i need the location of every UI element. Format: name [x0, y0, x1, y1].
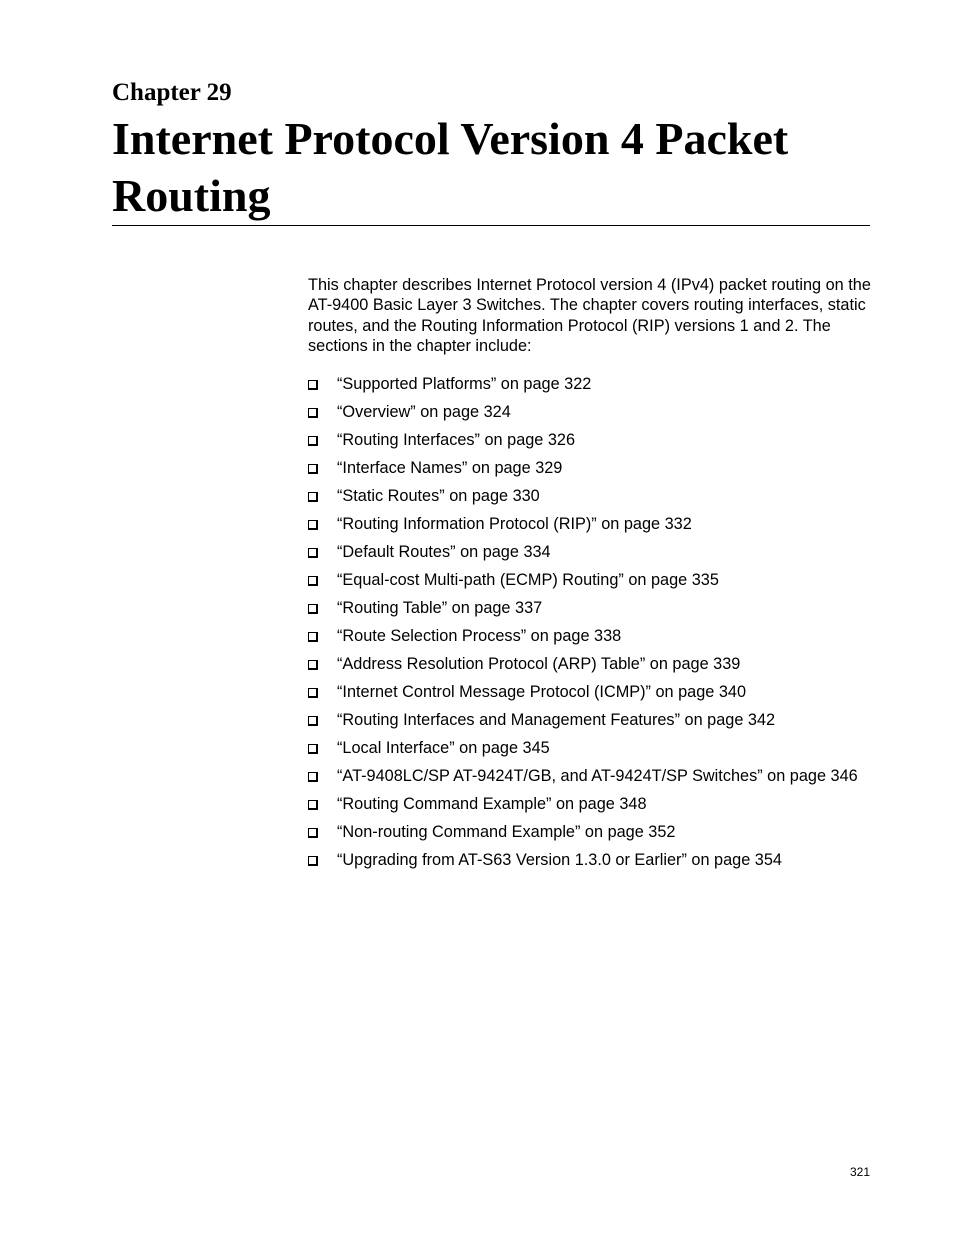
section-list	[308, 374, 868, 878]
checkbox-bullet-icon	[308, 464, 318, 474]
checkbox-bullet-icon	[308, 436, 318, 446]
checkbox-bullet-icon	[308, 716, 318, 726]
checkbox-bullet-icon	[308, 800, 318, 810]
section-link[interactable]: “Route Selection Process” on page 338	[337, 627, 622, 645]
checkbox-bullet-icon	[308, 576, 318, 586]
checkbox-bullet-icon	[308, 520, 318, 530]
list-item	[308, 598, 868, 618]
section-link[interactable]: “Static Routes” on page 330	[337, 487, 540, 505]
checkbox-bullet-icon	[308, 856, 318, 866]
checkbox-bullet-icon	[308, 744, 318, 754]
section-link[interactable]: “Routing Interfaces” on page 326	[337, 431, 576, 449]
section-link[interactable]: “Supported Platforms” on page 322	[337, 375, 592, 393]
section-link[interactable]: “Address Resolution Protocol (ARP) Table” on page 339	[337, 655, 741, 673]
section-link[interactable]: “Routing Command Example” on page 348	[337, 795, 647, 813]
section-link[interactable]: “Upgrading from AT-S63 Version 1.3.0 or Earlier” on page 354	[337, 851, 782, 869]
list-item	[308, 402, 868, 422]
section-link[interactable]: “Internet Control Message Protocol (ICMP)” on page 340	[337, 683, 747, 701]
list-item	[308, 794, 868, 814]
section-link[interactable]: “AT-9408LC/SP AT-9424T/GB, and AT-9424T/SP Switches” on page 346	[337, 767, 858, 785]
checkbox-bullet-icon	[308, 380, 318, 390]
intro-paragraph: This chapter describes Internet Protocol version 4 (IPv4) packet routing on the AT-9400 Basic Layer 3 Switches. The chapter covers routing interfaces, static routes, and the Routing Information Protocol (RIP) versions 1 and 2. The sections in the chapter include:	[308, 276, 871, 355]
title-divider	[112, 225, 870, 226]
checkbox-bullet-icon	[308, 548, 318, 558]
list-item	[308, 850, 868, 870]
section-link[interactable]: “Equal-cost Multi-path (ECMP) Routing” on page 335	[337, 571, 719, 589]
checkbox-bullet-icon	[308, 408, 318, 418]
section-link[interactable]: “Routing Information Protocol (RIP)” on page 332	[337, 515, 692, 533]
section-link[interactable]: “Default Routes” on page 334	[337, 543, 551, 561]
list-item	[308, 710, 868, 730]
checkbox-bullet-icon	[308, 660, 318, 670]
list-item	[308, 430, 868, 450]
list-item	[308, 374, 868, 394]
list-item	[308, 682, 868, 702]
list-item	[308, 458, 868, 478]
list-item	[308, 738, 868, 758]
section-link[interactable]: “Routing Interfaces and Management Features” on page 342	[337, 711, 776, 729]
checkbox-bullet-icon	[308, 772, 318, 782]
list-item	[308, 822, 868, 842]
section-link[interactable]: “Overview” on page 324	[337, 403, 511, 421]
chapter-title: Internet Protocol Version 4 Packet Routing	[112, 113, 789, 221]
checkbox-bullet-icon	[308, 492, 318, 502]
checkbox-bullet-icon	[308, 828, 318, 838]
checkbox-bullet-icon	[308, 688, 318, 698]
section-link[interactable]: “Non-routing Command Example” on page 352	[337, 823, 676, 841]
list-item	[308, 542, 868, 562]
list-item	[308, 626, 868, 646]
section-link[interactable]: “Local Interface” on page 345	[337, 739, 550, 757]
section-link[interactable]: “Routing Table” on page 337	[337, 599, 543, 617]
checkbox-bullet-icon	[308, 632, 318, 642]
list-item	[308, 766, 868, 786]
list-item	[308, 486, 868, 506]
list-item	[308, 654, 868, 674]
chapter-label: Chapter 29	[112, 79, 232, 106]
list-item	[308, 514, 868, 534]
list-item	[308, 570, 868, 590]
checkbox-bullet-icon	[308, 604, 318, 614]
page-number: 321	[849, 1165, 870, 1179]
section-link[interactable]: “Interface Names” on page 329	[337, 459, 563, 477]
